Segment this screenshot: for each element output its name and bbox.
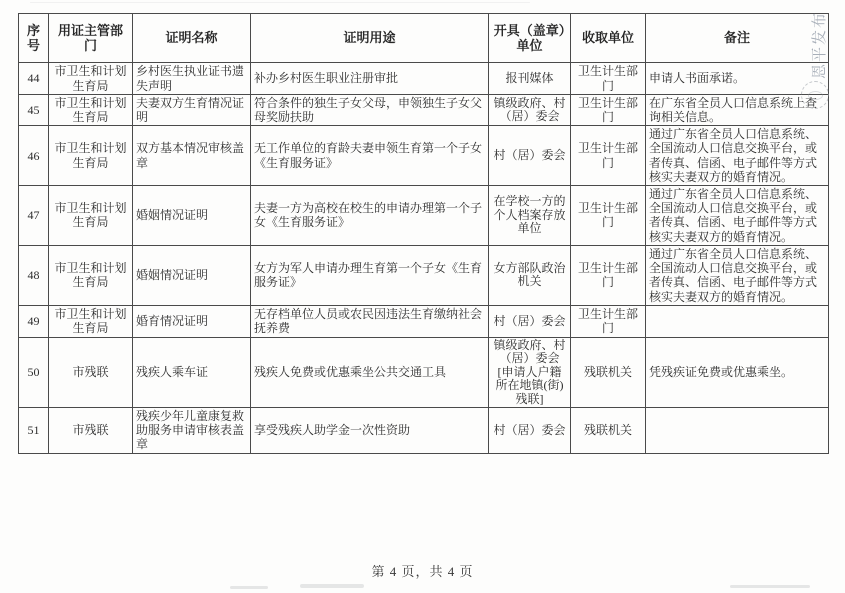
cell-seq: 46 <box>19 126 49 186</box>
cell-purpose: 女方为军人申请办理生育第一个子女《生育服务证》 <box>251 245 489 305</box>
table-row <box>19 185 829 245</box>
cell-collector: 卫生计生部门 <box>571 305 646 337</box>
cell-name: 双方基本情况审核盖章 <box>133 126 251 186</box>
table-row <box>19 408 829 453</box>
cell-name: 夫妻双方生育情况证明 <box>133 95 251 126</box>
cell-remark: 通过广东省全员人口信息系统、全国流动人口信息交换平台，或者传真、信函、电子邮件等方式核实夫妻双方的婚育情况。 <box>646 245 829 305</box>
cell-dept: 市卫生和计划生育局 <box>49 63 133 95</box>
cell-seq: 45 <box>19 95 49 126</box>
cell-remark: 通过广东省全员人口信息系统、全国流动人口信息交换平台，或者传真、信函、电子邮件等方式核实夫妻双方的婚育情况。 <box>646 185 829 245</box>
cell-remark: 通过广东省全员人口信息系统、全国流动人口信息交换平台，或者传真、信函、电子邮件等方式核实夫妻双方的婚育情况。 <box>646 126 829 186</box>
scan-smudge <box>300 584 364 588</box>
cell-dept: 市卫生和计划生育局 <box>49 95 133 126</box>
scan-smudge <box>730 585 810 588</box>
table-row <box>19 337 829 407</box>
header-purpose: 证明用途 <box>251 14 489 63</box>
watermark-text: 恩平发布 <box>811 11 828 80</box>
cell-name: 乡村医生执业证书遗失声明 <box>133 63 251 95</box>
cell-seq: 49 <box>19 305 49 337</box>
cell-collector: 卫生计生部门 <box>571 95 646 126</box>
header-issuer: 开具（盖章）单位 <box>489 14 571 63</box>
cell-purpose: 无存档单位人员或农民因违法生育缴纳社会抚养费 <box>251 305 489 337</box>
cell-seq: 48 <box>19 245 49 305</box>
cell-issuer: 镇级政府、村（居）委会 <box>489 95 571 126</box>
cell-collector: 卫生计生部门 <box>571 245 646 305</box>
table-row <box>19 245 829 305</box>
cell-seq: 44 <box>19 63 49 95</box>
cell-issuer: 报刊媒体 <box>489 63 571 95</box>
cell-purpose: 享受残疾人助学金一次性资助 <box>251 408 489 453</box>
table-row <box>19 63 829 95</box>
cell-purpose: 补办乡村医生职业注册审批 <box>251 63 489 95</box>
cell-seq: 50 <box>19 337 49 407</box>
header-remark: 备注 <box>646 14 829 63</box>
header-seq: 序号 <box>19 14 49 63</box>
cell-issuer: 村（居）委会 <box>489 126 571 186</box>
cell-collector: 残联机关 <box>571 337 646 407</box>
table-row <box>19 305 829 337</box>
header-name: 证明名称 <box>133 14 251 63</box>
cell-issuer: 女方部队政治机关 <box>489 245 571 305</box>
cell-collector: 残联机关 <box>571 408 646 453</box>
scan-smudge <box>230 586 268 589</box>
cell-remark: 凭残疾证免费或优惠乘坐。 <box>646 337 829 407</box>
scan-smudge <box>30 2 530 3</box>
cell-dept: 市卫生和计划生育局 <box>49 245 133 305</box>
cell-name: 婚姻情况证明 <box>133 185 251 245</box>
cell-purpose: 无工作单位的育龄夫妻申领生育第一个子女《生育服务证》 <box>251 126 489 186</box>
cell-remark <box>646 305 829 337</box>
cell-seq: 51 <box>19 408 49 453</box>
cell-collector: 卫生计生部门 <box>571 63 646 95</box>
table-header-row <box>19 14 829 63</box>
certificates-table <box>18 13 829 454</box>
faint-stamp-icon <box>801 81 829 109</box>
cell-seq: 47 <box>19 185 49 245</box>
cell-remark: 在广东省全员人口信息系统上查询相关信息。 <box>646 95 829 126</box>
cell-dept: 市卫生和计划生育局 <box>49 126 133 186</box>
cell-name: 残疾人乘车证 <box>133 337 251 407</box>
cell-purpose: 残疾人免费或优惠乘坐公共交通工具 <box>251 337 489 407</box>
cell-remark: 申请人书面承诺。 <box>646 63 829 95</box>
table-row <box>19 95 829 126</box>
cell-name: 婚姻情况证明 <box>133 245 251 305</box>
cell-purpose: 符合条件的独生子女父母，申领独生子女父母奖励扶助 <box>251 95 489 126</box>
table-row <box>19 126 829 186</box>
cell-dept: 市残联 <box>49 337 133 407</box>
header-dept: 用证主管部门 <box>49 14 133 63</box>
cell-issuer: 村（居）委会 <box>489 305 571 337</box>
cell-collector: 卫生计生部门 <box>571 185 646 245</box>
cell-dept: 市卫生和计划生育局 <box>49 305 133 337</box>
cell-name: 婚育情况证明 <box>133 305 251 337</box>
cell-issuer: 村（居）委会 <box>489 408 571 453</box>
cell-dept: 市卫生和计划生育局 <box>49 185 133 245</box>
cell-issuer: 镇级政府、村（居）委会[申请人户籍所在地镇(街)残联] <box>489 337 571 407</box>
cell-dept: 市残联 <box>49 408 133 453</box>
header-collector: 收取单位 <box>571 14 646 63</box>
cell-collector: 卫生计生部门 <box>571 126 646 186</box>
page-number-footer: 第 4 页，共 4 页 <box>371 564 474 579</box>
cell-remark <box>646 408 829 453</box>
cell-purpose: 夫妻一方为高校在校生的申请办理第一个子女《生育服务证》 <box>251 185 489 245</box>
cell-name: 残疾少年儿童康复救助服务申请审核表盖章 <box>133 408 251 453</box>
cell-issuer: 在学校一方的个人档案存放单位 <box>489 185 571 245</box>
